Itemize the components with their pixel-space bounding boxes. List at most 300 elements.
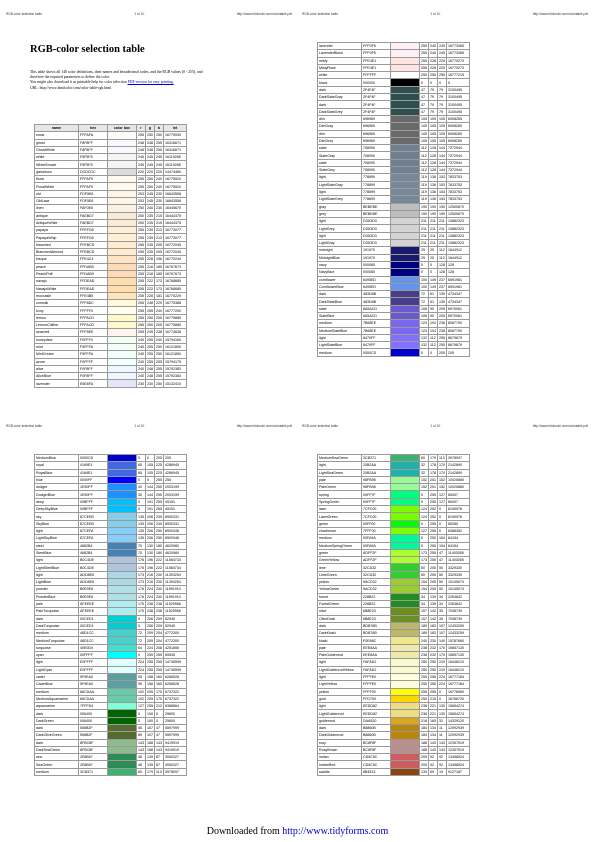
table-row	[35, 139, 187, 146]
table-row	[35, 754, 187, 761]
cell-hex: 6495ED	[362, 276, 391, 283]
cell-g: 112	[430, 336, 436, 341]
cell-b: 209	[156, 616, 162, 621]
color-swatch	[391, 761, 420, 768]
color-swatch	[108, 476, 137, 483]
cell-r: 238	[421, 645, 427, 650]
cell-name: light	[318, 188, 362, 195]
cell-g: 224	[147, 587, 153, 592]
column-header-hex: hex	[79, 125, 108, 132]
cell-name: black	[318, 79, 362, 86]
cell-int: 16768685	[164, 278, 187, 285]
cell-int: 8087790	[447, 320, 470, 327]
cell-int: 14474460	[164, 168, 187, 175]
cell-g: 0	[429, 261, 438, 268]
cell-int: 255	[164, 476, 187, 483]
cell-name: yellow	[318, 688, 362, 695]
color-swatch	[108, 608, 137, 615]
cell-r: 238	[421, 704, 427, 709]
color-swatch	[391, 652, 420, 659]
cell-hex: FFE4B5	[79, 292, 108, 299]
color-swatch	[108, 549, 137, 556]
cell-r: 255	[421, 44, 427, 49]
cell-r: 211	[421, 219, 427, 224]
cell-r: 0	[137, 506, 146, 513]
table-row	[35, 190, 187, 197]
footer-link[interactable]: http://www.tidyforms.com	[282, 826, 389, 837]
cell-g: 107	[147, 733, 153, 738]
color-swatch	[108, 263, 137, 270]
cell-g: 92	[429, 754, 438, 761]
cell-b: 204	[156, 638, 162, 643]
color-swatch	[391, 637, 420, 644]
cell-int: 6591981	[447, 276, 470, 283]
cell-r: 255	[138, 279, 144, 284]
cell-g: 245	[147, 199, 153, 204]
color-swatch	[108, 161, 137, 168]
cell-name: medium	[318, 535, 362, 542]
cell-r: 30	[137, 491, 146, 498]
cell-hex: D3D3D3	[362, 240, 391, 247]
table-row	[318, 312, 470, 319]
cell-r: 32	[420, 469, 429, 476]
cell-g: 228	[147, 293, 153, 298]
cell-hex: EEE8AA	[362, 644, 391, 651]
cell-name: midnight	[318, 247, 362, 254]
header-title: RGB color selection table	[6, 12, 42, 16]
cell-name: LightGrey	[318, 225, 362, 232]
cell-int: 7833753	[447, 196, 470, 203]
table-row	[318, 455, 470, 462]
cell-hex: FFF8DC	[79, 300, 108, 307]
cell-g: 205	[430, 565, 436, 570]
color-swatch	[108, 307, 137, 314]
table-row	[35, 615, 187, 622]
cell-r: 255	[138, 293, 144, 298]
cell-g: 104	[430, 321, 436, 326]
color-swatch	[391, 754, 420, 761]
cell-hex: 556B2F	[79, 732, 108, 739]
cell-g: 139	[147, 762, 153, 767]
cell-name: DarkGoldenrod	[318, 732, 362, 739]
table-row	[35, 703, 187, 710]
cell-b: 245	[156, 162, 162, 167]
cell-name: khaki	[318, 637, 362, 644]
cell-hex: 5F9EA0	[79, 673, 108, 680]
table-row	[318, 57, 470, 64]
cell-g: 248	[147, 148, 153, 153]
cell-hex: 191970	[362, 247, 391, 254]
cell-name: pale	[35, 600, 79, 607]
cell-name: GhostWhite	[35, 146, 79, 153]
color-swatch	[391, 630, 420, 637]
cell-name: light	[35, 659, 79, 666]
cell-b: 205	[439, 314, 445, 319]
cell-r: 106	[421, 306, 427, 311]
cell-int: 7833753	[447, 174, 470, 181]
cell-hex: 228B22	[362, 600, 391, 607]
cell-b: 225	[156, 463, 162, 468]
cell-b: 87	[155, 754, 164, 761]
cell-g: 218	[147, 264, 153, 269]
cell-r: 255	[138, 264, 144, 269]
cell-r: 70	[137, 549, 146, 556]
cell-r: 205	[421, 755, 427, 760]
cell-hex: B8860B	[362, 732, 391, 739]
pdf-version-link[interactable]: PDF version for easy printing.	[127, 80, 174, 85]
cell-g: 105	[430, 124, 436, 129]
cell-int: 16767673	[164, 263, 187, 270]
color-swatch	[391, 276, 420, 283]
cell-g: 149	[430, 284, 436, 289]
cell-r: 245	[138, 162, 144, 167]
cell-hex: 40E0D0	[79, 644, 108, 651]
table-row	[35, 146, 187, 153]
cell-b: 205	[156, 315, 162, 320]
table-row	[35, 270, 187, 277]
cell-name: dark	[318, 101, 362, 108]
table-row	[35, 322, 187, 329]
cell-b: 224	[439, 682, 445, 687]
cell-b: 211	[439, 241, 445, 246]
cell-r: 119	[421, 182, 427, 187]
cell-int: 16777184	[447, 673, 470, 680]
cell-int: 6737322	[164, 688, 187, 695]
table-row	[318, 688, 470, 695]
cell-g: 0	[146, 476, 155, 483]
color-swatch	[391, 717, 420, 724]
color-swatch	[391, 232, 420, 239]
table-row	[35, 234, 187, 241]
cell-r: 173	[138, 572, 144, 577]
cell-r: 176	[138, 587, 144, 592]
color-swatch	[391, 269, 420, 276]
cell-hex: 0000CD	[362, 349, 391, 356]
cell-r: 139	[421, 769, 427, 774]
cell-int: 16121850	[164, 343, 187, 350]
cell-name: lemon	[35, 314, 79, 321]
cell-int: 8679679	[447, 342, 470, 349]
cell-r: 112	[421, 146, 427, 151]
cell-g: 105	[147, 463, 153, 468]
cell-name: steel	[35, 542, 79, 549]
cell-b: 255	[156, 653, 162, 658]
cell-hex: 8470FF	[362, 334, 391, 341]
table-row	[35, 717, 187, 724]
color-table	[34, 124, 187, 388]
cell-r: 135	[138, 521, 144, 526]
table-row	[35, 695, 187, 702]
table-row	[35, 154, 187, 161]
cell-r: 47	[420, 86, 429, 93]
cell-r: 0	[420, 520, 429, 527]
cell-int: 7372944	[447, 159, 470, 166]
cell-b: 255	[439, 343, 445, 348]
cell-name: LightYellow	[318, 681, 362, 688]
cell-r: 112	[421, 153, 427, 158]
cell-name: blue	[35, 476, 79, 483]
cell-int: 49151	[164, 498, 187, 505]
table-row	[318, 666, 470, 673]
cell-g: 255	[430, 499, 436, 504]
cell-b: 143	[156, 740, 162, 745]
color-swatch	[108, 146, 137, 153]
color-swatch	[391, 305, 420, 312]
cell-g: 248	[147, 140, 153, 145]
color-swatch	[391, 283, 420, 290]
cell-b: 144	[439, 153, 445, 158]
cell-b: 47	[155, 724, 164, 731]
color-swatch	[391, 218, 420, 225]
cell-g: 230	[430, 638, 436, 643]
cell-name: LightSlateGray	[318, 181, 362, 188]
cell-int: 3978097	[164, 768, 187, 775]
cell-r: 124	[421, 514, 427, 519]
cell-g: 250	[430, 667, 436, 672]
cell-r: 65	[137, 462, 146, 469]
color-swatch	[108, 183, 137, 190]
cell-int: 1644912	[447, 247, 470, 254]
cell-hex: 556B2F	[79, 724, 108, 731]
cell-g: 251	[430, 478, 436, 483]
cell-r: 240	[138, 359, 144, 364]
cell-r: 105	[421, 117, 427, 122]
table-row	[318, 188, 470, 195]
cell-g: 143	[430, 740, 436, 745]
cell-hex: FFDAB9	[79, 270, 108, 277]
color-swatch	[391, 130, 420, 137]
cell-int: 12500670	[447, 203, 470, 210]
cell-hex: FFEFD5	[79, 234, 108, 241]
cell-int: 6591981	[447, 283, 470, 290]
cell-name: floral	[35, 176, 79, 183]
cell-r: 72	[137, 630, 146, 637]
cell-hex: 6A5ACD	[362, 312, 391, 319]
cell-g: 178	[430, 463, 436, 468]
table-row	[318, 695, 470, 702]
cell-name: MidnightBlue	[318, 254, 362, 261]
cell-b: 237	[439, 284, 445, 289]
cell-hex: F0F8FF	[79, 365, 108, 372]
cell-b: 250	[156, 536, 162, 541]
cell-name: peach	[35, 263, 79, 270]
cell-hex: 9ACD32	[362, 579, 391, 586]
cell-name: dark	[318, 724, 362, 731]
cell-name: SkyBlue	[35, 520, 79, 527]
color-swatch	[108, 659, 137, 666]
cell-r: 224	[138, 660, 144, 665]
table-row	[318, 64, 470, 71]
cell-int: 10025880	[447, 476, 470, 483]
color-swatch	[108, 717, 137, 724]
cell-b: 113	[439, 456, 445, 461]
cell-int: 8388352	[447, 527, 470, 534]
cell-name: YellowGreen	[318, 586, 362, 593]
cell-b: 230	[156, 206, 162, 211]
cell-int: 11529966	[164, 608, 187, 615]
cell-b: 34	[438, 600, 447, 607]
cell-int: 16775920	[164, 183, 187, 190]
column-header-int: int	[164, 125, 187, 132]
cell-hex: FFDEAD	[79, 285, 108, 292]
cell-int: 9127187	[447, 768, 470, 775]
cell-name: white	[35, 154, 79, 161]
table-row	[35, 491, 187, 498]
cell-r: 119	[421, 197, 427, 202]
cell-int: 11591910	[164, 593, 187, 600]
cell-b: 170	[156, 696, 162, 701]
cell-hex: F8F8FF	[79, 146, 108, 153]
color-swatch	[391, 188, 420, 195]
cell-r: 32	[420, 462, 429, 469]
page-header	[6, 424, 292, 430]
cell-hex: FDF5E6	[79, 197, 108, 204]
cell-int: 16770229	[164, 292, 187, 299]
color-swatch	[391, 527, 420, 534]
cell-name: MediumSeaGreen	[318, 455, 362, 462]
cell-name: medium	[318, 349, 362, 356]
color-swatch	[108, 462, 137, 469]
cell-int: 6970061	[447, 305, 470, 312]
cell-r: 119	[421, 190, 427, 195]
table-row	[35, 256, 187, 263]
cell-hex: DCDCDC	[79, 168, 108, 175]
cell-name: snow	[35, 132, 79, 139]
cell-g: 128	[430, 168, 436, 173]
cell-name: DimGray	[318, 123, 362, 130]
cell-r: 0	[420, 491, 429, 498]
table-row	[318, 732, 470, 739]
cell-r: 190	[421, 211, 427, 216]
cell-g: 79	[429, 108, 438, 115]
cell-r: 253	[138, 199, 144, 204]
cell-name: IndianRed	[318, 761, 362, 768]
cell-hex: 4169E1	[79, 469, 108, 476]
cell-int: 3329330	[447, 571, 470, 578]
cell-b: 127	[439, 499, 445, 504]
cell-g: 250	[147, 323, 153, 328]
cell-b: 0	[155, 717, 164, 724]
cell-int: 8388564	[164, 703, 187, 710]
cell-r: 154	[421, 587, 427, 592]
cell-r: 112	[421, 160, 427, 165]
cell-name: azure	[35, 358, 79, 365]
color-swatch	[108, 469, 137, 476]
cell-hex: 006400	[79, 717, 108, 724]
cell-hex: FFF0F5	[362, 50, 391, 57]
cell-name: AntiqueWhite	[35, 219, 79, 226]
color-swatch	[391, 659, 420, 666]
table-row	[318, 717, 470, 724]
cell-r: 119	[421, 175, 427, 180]
cell-r: 85	[137, 724, 146, 731]
cell-hex: 5F9EA0	[79, 681, 108, 688]
cell-g: 228	[430, 66, 436, 71]
cell-name: dark	[35, 615, 79, 622]
cell-hex: 9ACD32	[362, 586, 391, 593]
cell-int: 16316671	[164, 146, 187, 153]
cell-b: 222	[156, 558, 162, 563]
color-swatch	[391, 349, 420, 356]
cell-hex: E0FFFF	[79, 666, 108, 673]
cell-g: 228	[430, 58, 436, 63]
cell-r: 100	[421, 277, 427, 282]
cell-int: 6737322	[164, 695, 187, 702]
cell-b: 112	[439, 255, 445, 260]
table-row	[35, 212, 187, 219]
cell-int: 16776960	[447, 688, 470, 695]
cell-name: grey	[318, 210, 362, 217]
cell-r: 240	[421, 638, 427, 643]
cell-g: 183	[430, 623, 436, 628]
cell-hex: ADD8E6	[79, 571, 108, 578]
header-page-number: 1 of 10	[134, 12, 145, 16]
cell-name: medium	[318, 320, 362, 327]
color-swatch	[391, 484, 420, 491]
cell-b: 50	[438, 564, 447, 571]
cell-name: DarkSeaGreen	[35, 746, 79, 753]
cell-hex: 00CED1	[79, 615, 108, 622]
color-swatch	[108, 520, 137, 527]
table-row	[318, 710, 470, 717]
cell-b: 0	[438, 79, 447, 86]
cell-r: 143	[138, 748, 144, 753]
cell-hex: FFF0F5	[362, 43, 391, 50]
cell-int: 64154	[447, 542, 470, 549]
cell-hex: 87CEEB	[79, 520, 108, 527]
cell-b: 250	[156, 352, 162, 357]
cell-int: 12357519	[447, 746, 470, 753]
cell-int: 6908265	[447, 130, 470, 137]
cell-name: light	[318, 703, 362, 710]
cell-name: MediumAquamarine	[35, 695, 79, 702]
cell-int: 3329330	[447, 564, 470, 571]
table-row	[318, 349, 470, 356]
cell-r: 70	[137, 542, 146, 549]
cell-name: DodgerBlue	[35, 491, 79, 498]
cell-g: 255	[430, 682, 436, 687]
cell-name: DarkTurquoise	[35, 622, 79, 629]
cell-hex: FFDEAD	[79, 278, 108, 285]
table-row	[318, 276, 470, 283]
cell-int: 0	[447, 79, 470, 86]
cell-name: mint	[35, 343, 79, 350]
cell-hex: FFFAF0	[79, 176, 108, 183]
cell-r: 0	[137, 622, 146, 629]
cell-r: 132	[421, 343, 427, 348]
cell-r: 106	[421, 314, 427, 319]
cell-g: 209	[147, 638, 153, 643]
cell-int: 11584734	[164, 564, 187, 571]
table-row	[35, 161, 187, 168]
cell-b: 0	[438, 695, 447, 702]
cell-r: 0	[137, 498, 146, 505]
cell-b: 79	[438, 108, 447, 115]
cell-name: yellow	[318, 579, 362, 586]
cell-g: 222	[147, 286, 153, 291]
color-swatch	[108, 168, 137, 175]
cell-int: 14745599	[164, 659, 187, 666]
table-row	[318, 615, 470, 622]
color-swatch	[108, 681, 137, 688]
cell-b: 250	[156, 381, 162, 386]
cell-b: 213	[156, 235, 162, 240]
cell-r: 0	[137, 476, 146, 483]
table-row	[35, 314, 187, 321]
cell-hex: 000080	[362, 269, 391, 276]
cell-b: 143	[439, 748, 445, 753]
cell-name: dark	[318, 291, 362, 298]
